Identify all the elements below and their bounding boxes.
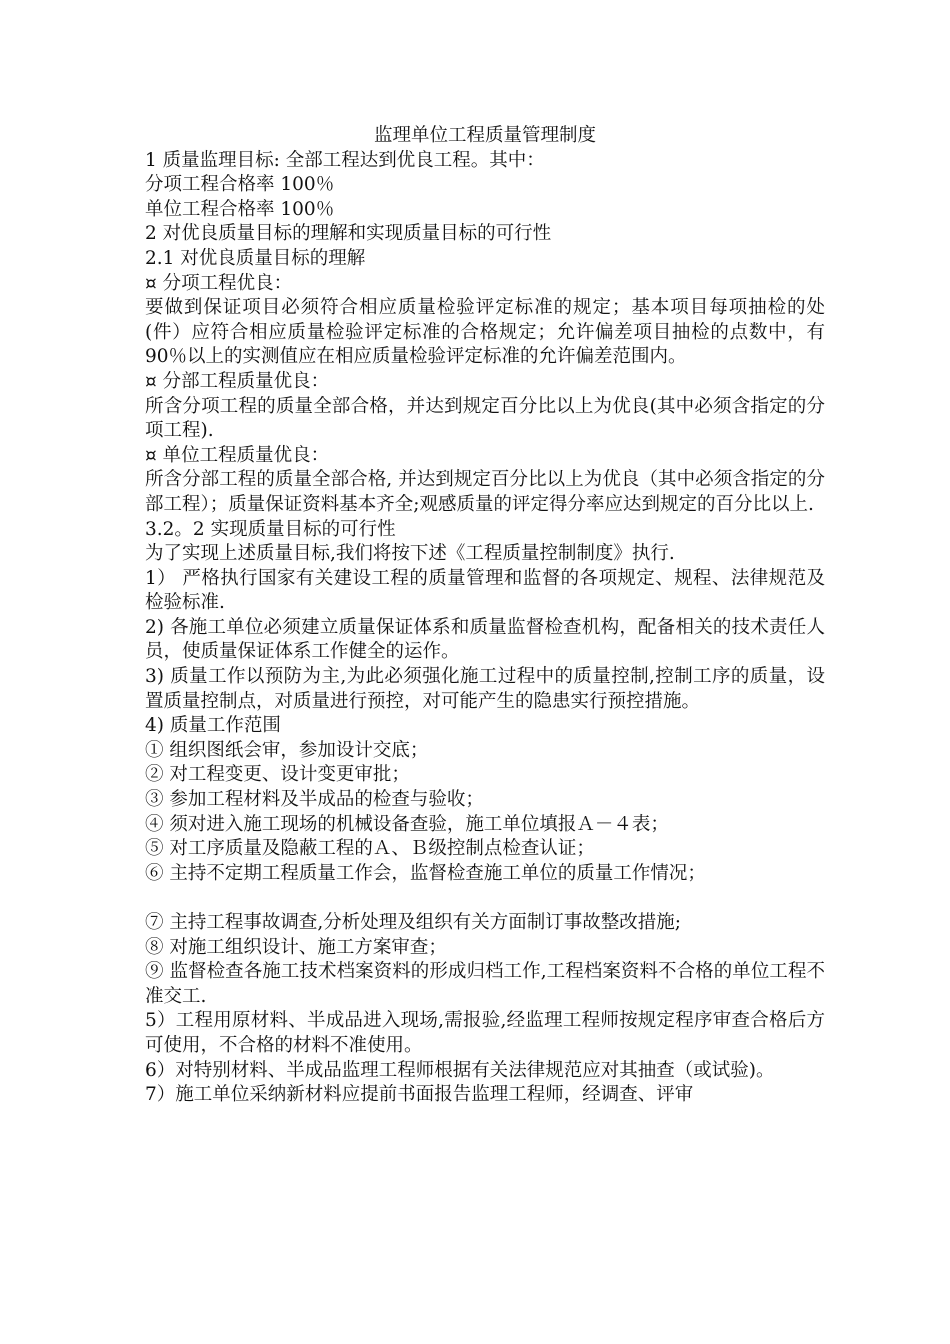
sub-list-item: ④ 须对进入施工现场的机械设备查验，施工单位填报Ａ－４表； bbox=[145, 813, 669, 835]
sub-list-item: ② 对工程变更、设计变更审批； bbox=[145, 764, 410, 786]
list-item: 3) 质量工作以预防为主,为此必须强化施工过程中的质量控制,控制工序的质量，设置质量控制点，对质量进行预控，对可能产生的隐患实行预控措施。 bbox=[145, 666, 825, 712]
text-line: 单位工程合格率 100％ bbox=[145, 198, 335, 220]
section-1-heading: 1 质量监理目标: 全部工程达到优良工程。其中： bbox=[145, 149, 545, 171]
sub-list-item: ⑤ 对工序质量及隐蔽工程的Ａ、Ｂ级控制点检查认证； bbox=[145, 838, 595, 860]
list-item: 2) 各施工单位必须建立质量保证体系和质量监督检查机构，配备相关的技术责任人员，使质量保证体系工作健全的运作。 bbox=[145, 616, 825, 663]
sub-list-item: ③ 参加工程材料及半成品的检查与验收； bbox=[145, 789, 484, 811]
sub-list-item: ⑦ 主持工程事故调查,分析处理及组织有关方面制订事故整改措施; bbox=[145, 912, 681, 933]
blank-line bbox=[145, 886, 825, 911]
sub-list-item: ⑨ 监督检查各施工技术档案资料的形成归档工作,工程档案资料不合格的单位工程不准交工. bbox=[145, 961, 825, 1007]
list-item: 7）施工单位采纳新材料应提前书面报告监理工程师，经调查、评审 bbox=[145, 1084, 694, 1106]
paragraph: 要做到保证项目必须符合相应质量检验评定标准的规定；基本项目每项抽检的处(件）应符合相应质量检验评定标准的合格规定；允许偏差项目抽检的点数中，有 90％以上的实测值应在相应质量检验评定标准的允许偏差范围内。 bbox=[145, 297, 825, 368]
sub-list-item: ① 组织图纸会审，参加设计交底； bbox=[145, 739, 429, 761]
sub-list-item: ⑥ 主持不定期工程质量工作会，监督检查施工单位的质量工作情况； bbox=[145, 862, 706, 884]
list-item: 5）工程用原材料、半成品进入现场,需报验,经监理工程师按规定程序审查合格后方可使用，不合格的材料不准使用。 bbox=[145, 1010, 825, 1056]
section-2-1-heading: 2.1 对优良质量目标的理解 bbox=[145, 247, 366, 269]
paragraph: 所含分项工程的质量全部合格，并达到规定百分比以上为优良(其中必须含指定的分项工程). bbox=[145, 395, 825, 442]
sub-list-item: ⑧ 对施工组织设计、施工方案审查； bbox=[145, 936, 447, 958]
bullet-heading: ¤ 分部工程质量优良： bbox=[145, 370, 330, 392]
bullet-heading: ¤ 分项工程优良： bbox=[145, 272, 293, 294]
list-item: 4) 质量工作范围 bbox=[145, 715, 281, 737]
text-line: 分项工程合格率 100％ bbox=[145, 174, 335, 196]
document-title: 监理单位工程质量管理制度 bbox=[373, 125, 596, 146]
section-2-heading: 2 对优良质量目标的理解和实现质量目标的可行性 bbox=[145, 223, 552, 245]
paragraph: 所含分部工程的质量全部合格, 并达到规定百分比以上为优良（其中必须含指定的分部工程）；质量保证资料基本齐全;观感质量的评定得分率应达到规定的百分比以上. bbox=[145, 469, 825, 515]
section-3-2-2-heading: 3.2。2 实现质量目标的可行性 bbox=[145, 518, 396, 540]
text-line: 为了实现上述质量目标,我们将按下述《工程质量控制制度》执行. bbox=[145, 543, 675, 565]
list-item: 1） 严格执行国家有关建设工程的质量管理和监督的各项规定、规程、法律规范及检验标准. bbox=[145, 567, 825, 614]
bullet-heading: ¤ 单位工程质量优良： bbox=[145, 444, 330, 466]
list-item: 6）对特别材料、半成品监理工程师根据有关法律规范应对其抽查（或试验)。 bbox=[145, 1059, 775, 1081]
document-body bbox=[145, 124, 825, 1108]
